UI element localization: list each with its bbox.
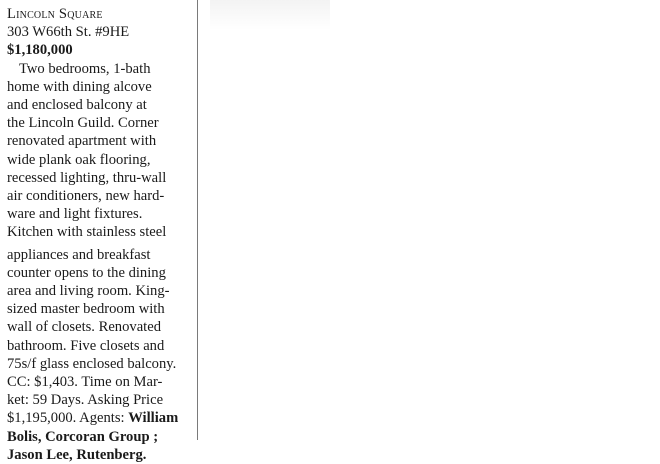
newspaper-clipping	[0, 0, 197, 463]
description-line: counter opens to the dining	[7, 264, 166, 281]
description-line: appliances and breakfast	[7, 246, 151, 263]
description-line: home with dining alcove	[7, 78, 152, 95]
listing-address: 303 W66th St. #9HE	[7, 24, 130, 41]
description-line: renovated apartment with	[7, 133, 157, 150]
description-line: ket: 59 Days. Asking Price	[7, 392, 164, 409]
description-line: bathroom. Five closets and	[7, 337, 165, 354]
description-line: the Lincoln Guild. Corner	[7, 115, 159, 132]
listing-price: $1,180,000	[7, 42, 73, 59]
neighborhood-heading: Lincoln Square	[7, 6, 103, 22]
description-line: wall of closets. Renovated	[7, 319, 162, 336]
agents-line	[7, 409, 195, 427]
description-line: wide plank oak flooring,	[7, 151, 151, 168]
description-line: 75s/f glass enclosed balcony.	[7, 355, 177, 372]
description-line: sized master bedroom with	[7, 301, 165, 318]
column-divider	[197, 0, 198, 440]
agent-name: Jason Lee, Rutenberg.	[7, 446, 147, 463]
description-line: air conditioners, new hard-	[7, 188, 165, 205]
description-line: recessed lighting, thru-wall	[7, 169, 167, 186]
description-line: area and living room. King-	[7, 283, 170, 300]
description-line: Kitchen with stainless steel	[7, 224, 167, 241]
description-line: ware and light fixtures.	[7, 206, 143, 223]
agent-name: William	[128, 410, 179, 427]
agents-prefix: $1,195,000. Agents:	[7, 410, 125, 427]
agent-name: Bolis, Corcoran Group ;	[7, 428, 159, 445]
description-line: and enclosed balcony at	[7, 97, 147, 114]
description-line: Two bedrooms, 1-bath	[19, 60, 151, 77]
description-line: CC: $1,403. Time on Mar-	[7, 374, 163, 391]
listing-text	[7, 5, 195, 464]
page-bleed-through	[210, 0, 330, 30]
